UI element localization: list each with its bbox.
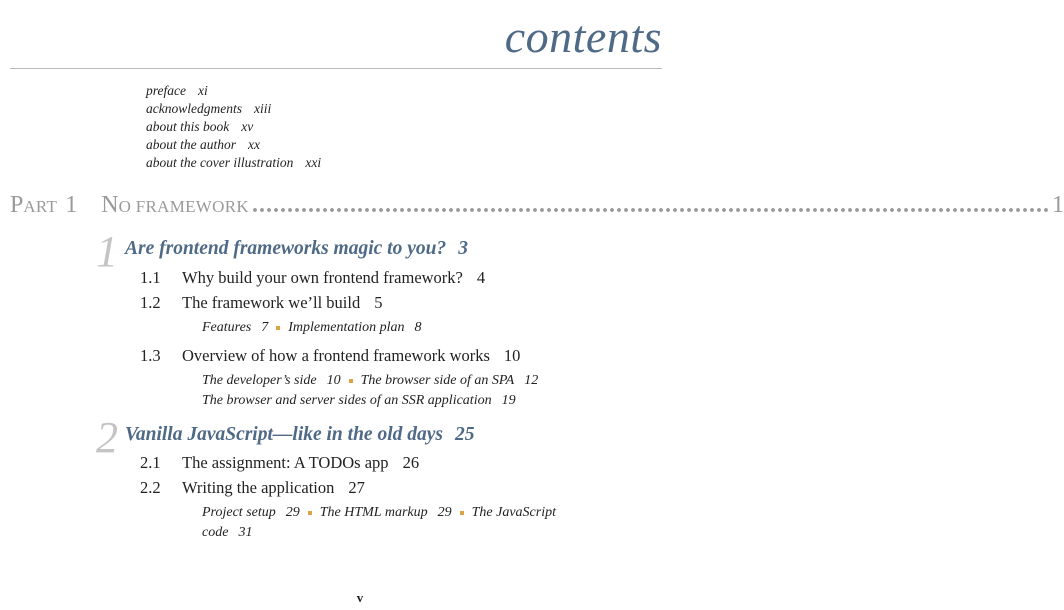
- toc-entry-about-author[interactable]: about the author xx: [146, 137, 260, 152]
- toc-entry-about-book[interactable]: about this book xv: [146, 119, 254, 134]
- toc-section-1-3[interactable]: 1.3 Overview of how a frontend framework works 10: [140, 346, 521, 365]
- toc-entry-preface[interactable]: preface xi: [146, 83, 208, 98]
- page-folio: v: [356, 590, 364, 605]
- toc-subsections-1-2: [202, 318, 422, 338]
- front-matter-list: [146, 82, 321, 172]
- page-number: xx: [248, 137, 260, 152]
- toc-subsections-1-3-line2: [202, 391, 516, 411]
- toc-part-1[interactable]: P ART 1 N O FRAMEWORK .................................................................................................................. 1: [10, 192, 1064, 218]
- page-number: 26: [402, 453, 420, 472]
- toc-section-2-1[interactable]: 2.1 The assignment: A TODOs app 26: [140, 453, 420, 472]
- toc-section-2-2[interactable]: 2.2 Writing the application 27: [140, 478, 365, 497]
- bullet-separator: [349, 379, 353, 383]
- page-number: 4: [476, 268, 486, 287]
- page-number: 29: [285, 505, 300, 520]
- toc-subsection[interactable]: The developer’s side: [202, 373, 317, 388]
- page-number: xiii: [253, 101, 272, 116]
- dot-leader: ..................................................................................................................: [251, 192, 1050, 218]
- page-number: 10: [326, 373, 341, 388]
- page-number: 12: [524, 373, 539, 388]
- toc-subsection[interactable]: Features: [202, 320, 252, 335]
- toc-section-1-2[interactable]: 1.2 The framework we’ll build 5: [140, 293, 383, 312]
- page-title: contents: [504, 11, 662, 62]
- toc-entry-acknowledgments[interactable]: acknowledgments xiii: [146, 101, 272, 116]
- toc-subsection[interactable]: Project setup: [202, 505, 276, 520]
- chapter-number: 2: [96, 413, 118, 462]
- page-number: 31: [238, 525, 253, 540]
- page-number: 29: [437, 505, 452, 520]
- chapter-title: Are frontend frameworks magic to you?: [125, 238, 447, 259]
- toc-subsections-1-3: [202, 371, 538, 391]
- page-number: xxi: [305, 155, 322, 170]
- page-number: 19: [501, 393, 516, 408]
- bullet-separator: [308, 511, 312, 515]
- toc-subsection[interactable]: The JavaScript: [471, 505, 556, 520]
- title-rule: [10, 68, 662, 69]
- toc-subsection[interactable]: The browser side of an SPA: [360, 373, 515, 388]
- bullet-separator: [460, 511, 464, 515]
- page-number: 3: [458, 238, 468, 259]
- toc-subsection[interactable]: The browser and server sides of an SSR application: [202, 393, 492, 408]
- page-number: 25: [454, 424, 475, 445]
- page-number: 10: [503, 346, 521, 365]
- page-number: 8: [414, 320, 422, 335]
- toc-subsection[interactable]: Implementation plan: [288, 320, 405, 335]
- page-number: xv: [241, 119, 254, 134]
- page-number: 5: [374, 293, 383, 312]
- toc-subsections-2-2: [202, 503, 556, 523]
- page-number: 7: [261, 320, 269, 335]
- page-number: 1: [1051, 192, 1064, 218]
- toc-subsection[interactable]: The HTML markup: [319, 505, 428, 520]
- toc-entry-cover-illustration[interactable]: about the cover illustration xxi: [146, 155, 322, 170]
- chapter-title: Vanilla JavaScript—like in the old days: [125, 424, 443, 445]
- chapter-number: 1: [96, 227, 118, 276]
- toc-section-1-1[interactable]: 1.1 Why build your own frontend framework? 4: [140, 268, 486, 287]
- page-number: 27: [348, 478, 365, 497]
- toc-subsection[interactable]: code: [202, 525, 229, 540]
- toc-subsections-2-2-line2: [202, 523, 252, 543]
- bullet-separator: [276, 326, 280, 330]
- part-number: 1: [65, 192, 78, 218]
- page-number: xi: [197, 83, 208, 98]
